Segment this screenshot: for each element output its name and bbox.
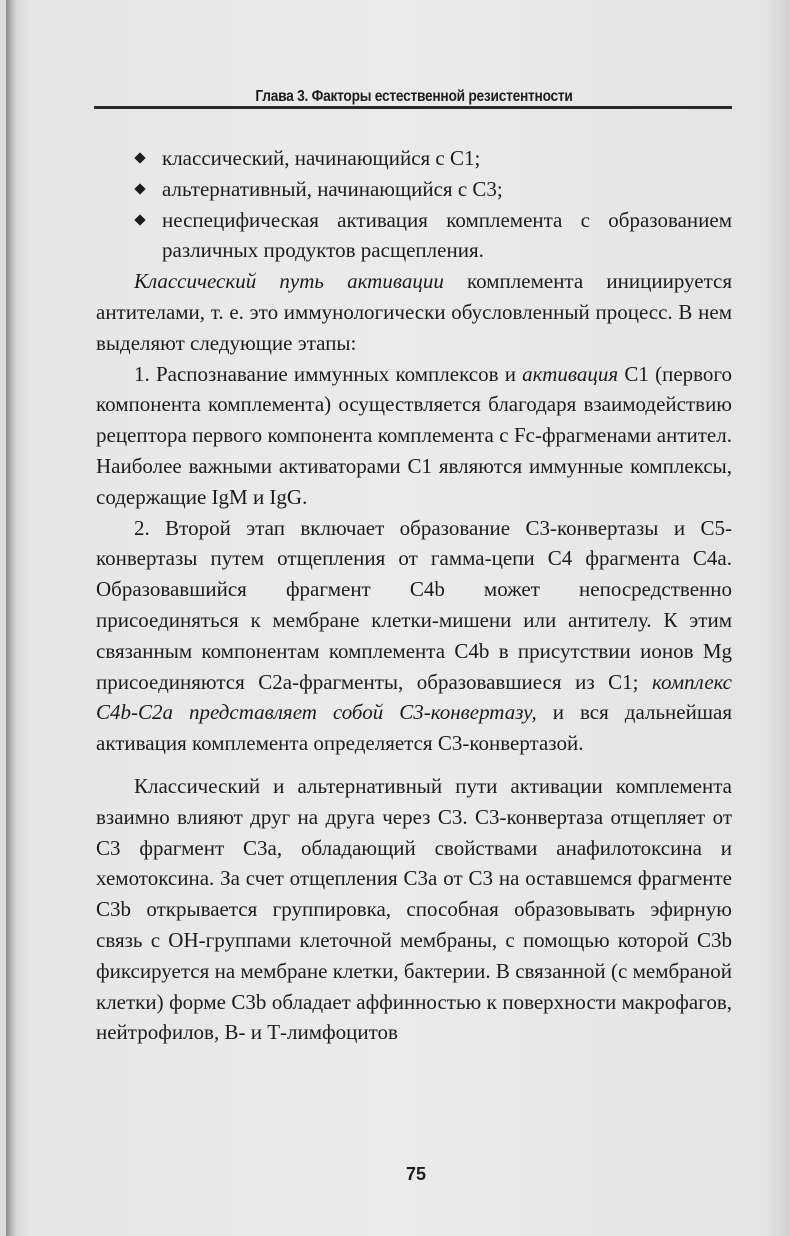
paragraph-text: 2. Второй этап включает образование С3-конвертазы и С5-конвертазы путем отщепления от гамма-цепи С4 фрагмента С4a. Образовавшийся фрагмент С4b может непосредственно присоединяться к мембране клетки-мишени или антителу. К этим связанным компонентам комплемента С4b в присутствии ионов Mg присоединяются С2а-фрагменты, образовавшиеся из С1;: [96, 515, 732, 694]
book-page: [6, 0, 789, 1236]
header-rule: [94, 106, 732, 109]
paragraph-pathway-interaction: Классический и альтернативный пути активации комплемента взаимно влияют друг на друга через С3. С3-конвертаза отщепляет от С3 фрагмент С3а, обладающий свойствами анафилотоксина и хемотоксина. За счет отщепления С3а от С3 на оставшемся фрагменте С3b открывается группировка, способная образовывать эфирную связь с ОН-группами клеточной мембраны, с помощью которой С3b фиксируется на мембране клетки, бактерии. В связанной (с мембраной клетки) форме С3b обладает аффинностью к поверхности макрофагов, нейтрофилов, В- и Т-лимфоцитов: [96, 773, 732, 1045]
paragraph-text: 1. Распознавание иммунных комплексов и: [134, 361, 523, 386]
italic-term: активация: [522, 361, 619, 386]
paragraph-text: С1 (первого компонента комплемента) осуществляется благодаря взаимодействию рецептора первого компонента комплемента с Fc-фрагменами антител. Наиболее важными активаторами С1 являются иммунные комплексы, содержащие IgM и IgG.: [96, 361, 732, 509]
italic-term: Классический путь активации: [134, 269, 444, 294]
book-spine-shadow: [6, 0, 16, 1236]
page-number: 75: [405, 1164, 427, 1184]
bullet-item: [134, 205, 732, 267]
diamond-bullet-icon: [134, 152, 145, 163]
bullet-item: [134, 143, 732, 174]
paragraph-classical-pathway: [96, 266, 732, 358]
diamond-bullet-icon: [134, 214, 145, 225]
paragraph-step-2: [96, 513, 732, 759]
page-body: [96, 143, 732, 1048]
diamond-bullet-icon: [134, 183, 145, 194]
paragraph-text: комплемента инициируется антителами, т. е. это иммунологически обусловленный процесс. В нем выделяют следующие этапы:: [96, 269, 732, 355]
paragraph-step-1: [96, 359, 732, 513]
bullet-item: [134, 174, 732, 205]
running-header: Глава 3. Факторы естественной резистентности: [255, 88, 573, 105]
italic-term: комплекс С4b-С2а представляет собой С3-конвертазу,: [96, 669, 732, 725]
paragraph-text: и вся дальнейшая активация комплемента определяется С3-конвертазой.: [96, 700, 732, 756]
bullet-text: классический, начинающийся с С1;: [162, 146, 481, 170]
bullet-text: альтернативный, начинающийся с С3;: [162, 176, 503, 201]
bullet-text: неспецифическая активация комплемента с образованием различных продуктов расщепления.: [162, 207, 732, 263]
